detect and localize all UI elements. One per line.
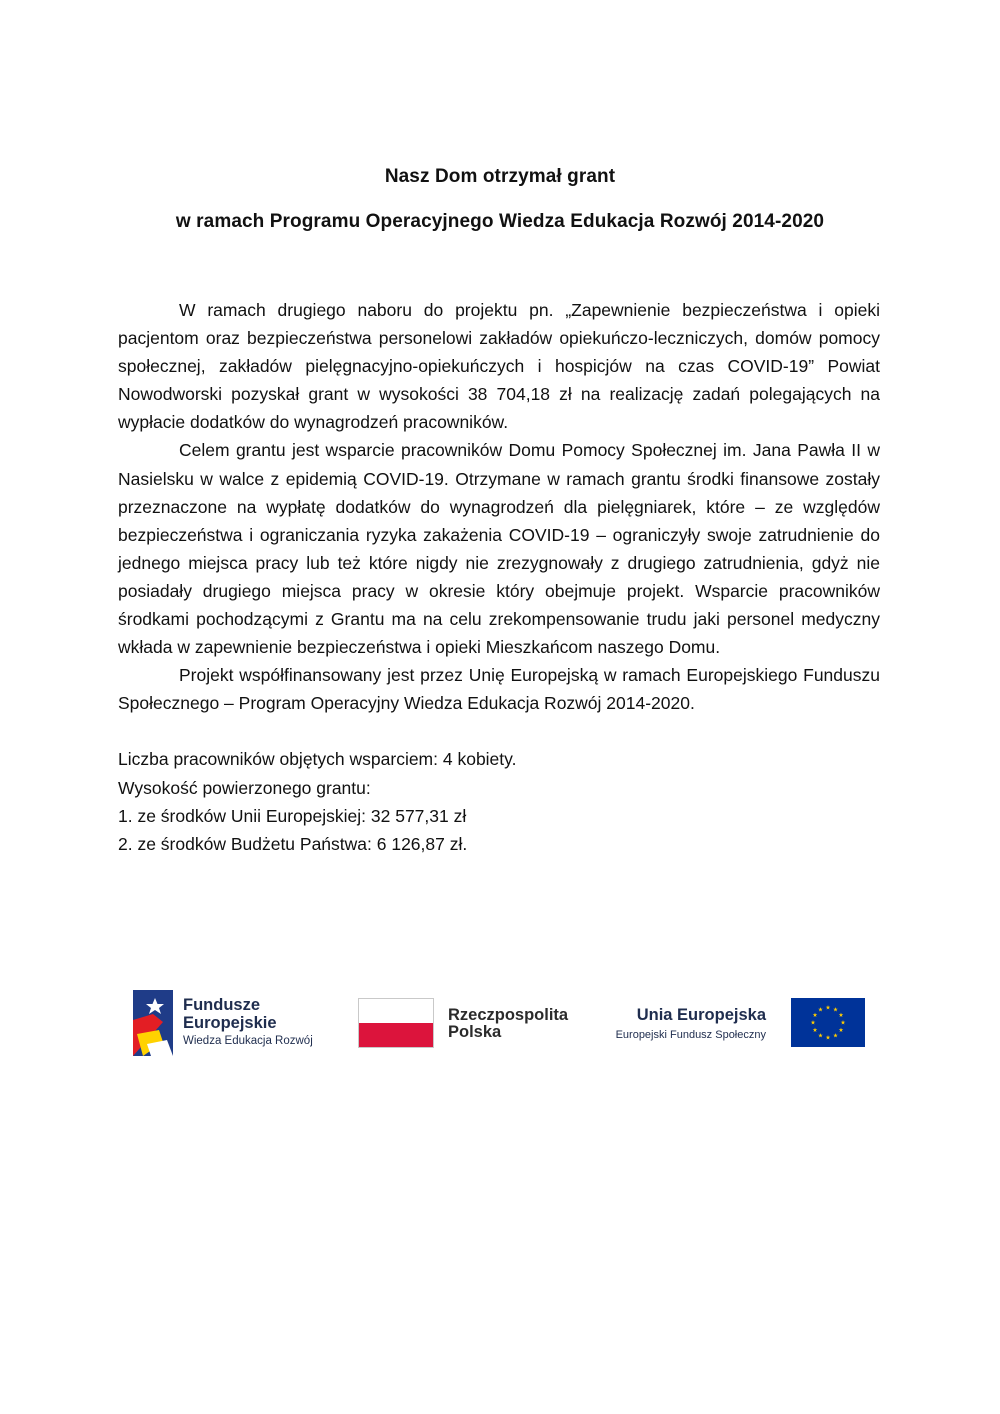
unia-europejska-logo [600, 998, 866, 1058]
fe-logo-line2: Europejskie [183, 1014, 277, 1032]
paragraph-grant-intro: W ramach drugiego naboru do projektu pn. „Zapewnienie bezpieczeństwa i opieki pacjentom oraz bezpieczeństwa personelowi zakładów opiekuńczo-leczniczych, domów pomocy społecznej, zakładów pielęgnacyjno-opiekuńczych i hospicjów na czas COVID-19” Powiat Nowodworski pozyskał grant w wysokości 38 704,18 zł na realizację zadań polegających na wypłacie dodatków do wynagrodzeń pracowników. [118, 300, 880, 433]
paragraph-grant-purpose: Celem grantu jest wsparcie pracowników Domu Pomocy Społecznej im. Jana Pawła II w Nasielsku w walce z epidemią COVID-19. Otrzymane w ramach grantu środki finansowe zostały przeznaczone na wypłatę dodatków do wynagrodzeń dla pielęgniarek, które – ze względów bezpieczeństwa i ograniczania ryzyka zakażenia COVID-19 – ograniczyły swoje zatrudnienie do jednego miejsca pracy lub też które nigdy nie zrezygnowały z drugiego zatrudnienia, gdyż nie posiadały drugiego miejsca pracy w okresie który obejmuje projekt. Wsparcie pracowników środkami pochodzącymi z Grantu ma na celu zrekompensowanie trudu jaki personel medyczny wkłada w zapewnienie bezpieczeństwa i opieki Mieszkańcom naszego Domu. [118, 440, 880, 658]
document-body [118, 296, 880, 858]
fundusze-europejskie-logo [133, 988, 333, 1058]
grant-item-eu: 1. ze środków Unii Europejskiej: 32 577,31 zł [118, 805, 467, 826]
polish-flag-icon [358, 998, 434, 1048]
workers-count: Liczba pracowników objętych wsparciem: 4 kobiety. [118, 749, 517, 770]
spacer [118, 717, 880, 745]
document-subtitle: w ramach Programu Operacyjnego Wiedza Edukacja Rozwój 2014-2020 [175, 211, 825, 232]
grant-amount-label: Wysokość powierzonego grantu: [118, 777, 371, 798]
fundusze-europejskie-mark-icon [133, 990, 173, 1056]
ue-logo-line1: Unia Europejska [636, 1006, 766, 1024]
paragraph-cofinancing: Projekt współfinansowany jest przez Unię Europejską w ramach Europejskiego Funduszu Społecznego – Program Operacyjny Wiedza Edukacja Rozwój 2014-2020. [118, 665, 880, 714]
logo-bar [0, 988, 1000, 1068]
fe-logo-line1: Fundusze [183, 996, 260, 1014]
ue-logo-line2: Europejski Fundusz Społeczny [615, 1029, 766, 1041]
eu-flag-icon [791, 998, 865, 1047]
fe-logo-line3: Wiedza Edukacja Rozwój [183, 1035, 313, 1047]
rp-logo-line2: Polska [448, 1023, 502, 1041]
rzeczpospolita-polska-logo [358, 998, 598, 1058]
document-title: Nasz Dom otrzymał grant [384, 166, 616, 187]
rp-logo-line1: Rzeczpospolita [448, 1006, 569, 1024]
grant-item-state: 2. ze środków Budżetu Państwa: 6 126,87 zł. [118, 833, 468, 854]
